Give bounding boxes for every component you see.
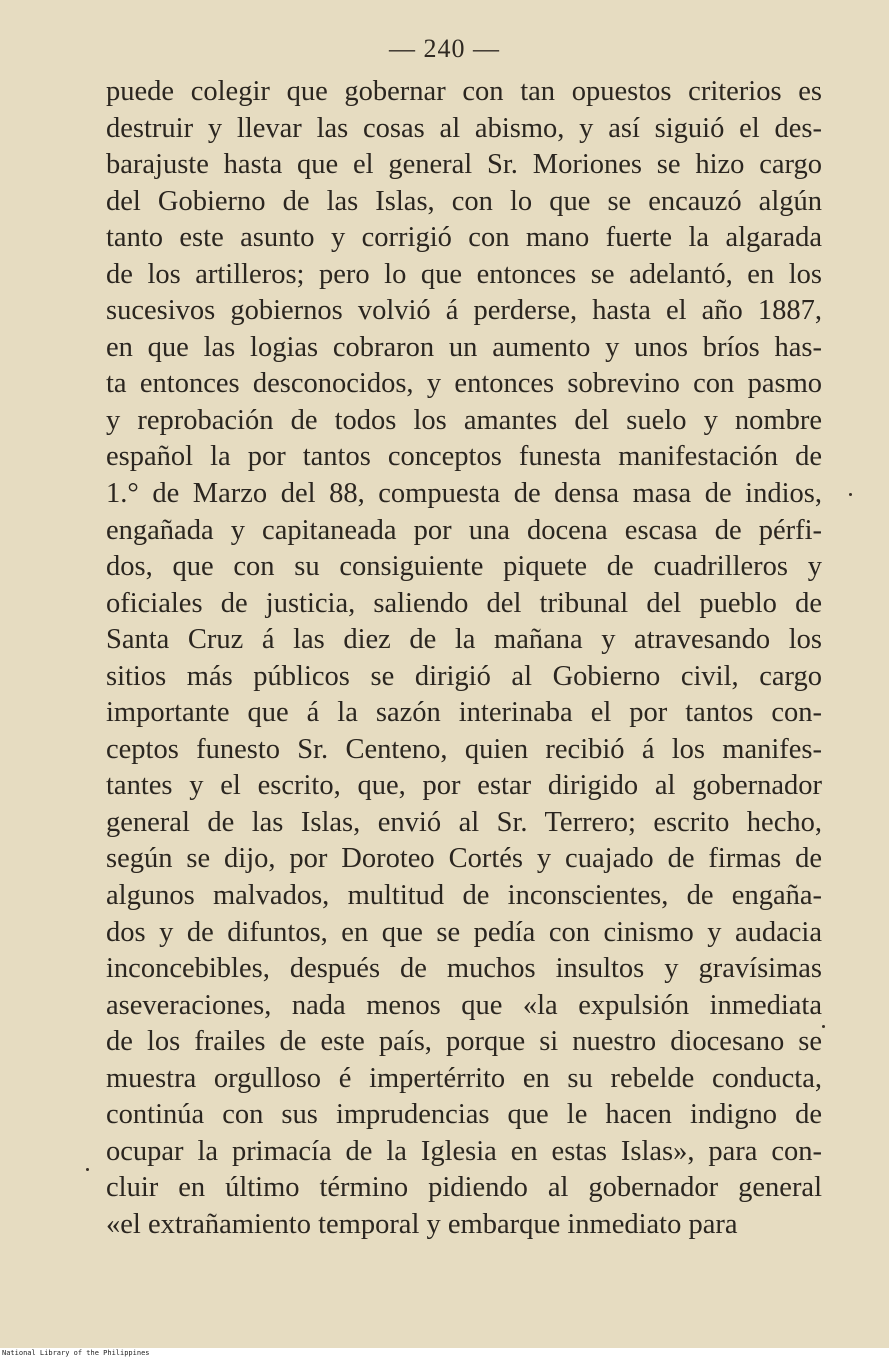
text-line: según se dijo, por Doroteo Cortés y cuajado de firmas de xyxy=(106,843,822,875)
footer-strip xyxy=(0,1349,889,1358)
text-line: ocupar la primacía de la Iglesia en estas Islas», para con- xyxy=(106,1135,822,1167)
text-line: «el extrañamiento temporal y embarque inmediato para xyxy=(106,1208,738,1240)
text-line: continúa con sus imprudencias que le hacen indigno de xyxy=(106,1099,822,1131)
text-line: de los frailes de este país, porque si nuestro diocesano se xyxy=(106,1026,822,1058)
ink-speck xyxy=(86,1168,89,1171)
text-line: cluir en último término pidiendo al gobernador general xyxy=(106,1172,822,1204)
page-number: — 240 — xyxy=(389,34,500,63)
text-line: dos, que con su consiguiente piquete de cuadrilleros y xyxy=(106,551,822,583)
text-line: importante que á la sazón interinaba el por tantos con- xyxy=(106,697,822,729)
text-line: ta entonces desconocidos, y entonces sobrevino con pasmo xyxy=(106,368,822,400)
text-line: aseveraciones, nada menos que «la expulsión inmediata xyxy=(106,989,822,1021)
text-line: del Gobierno de las Islas, con lo que se encauzó algún xyxy=(106,185,822,217)
text-line: ceptos funesto Sr. Centeno, quien recibió á los manifes- xyxy=(106,733,822,765)
text-line: destruir y llevar las cosas al abismo, y así siguió el des- xyxy=(106,112,822,144)
text-line: sucesivos gobiernos volvió á perderse, hasta el año 1887, xyxy=(106,295,822,327)
text-line: tantes y el escrito, que, por estar dirigido al gobernador xyxy=(106,770,822,802)
text-line: engañada y capitaneada por una docena escasa de pérfi- xyxy=(106,514,822,546)
library-credit: National Library of the Philippines xyxy=(2,1349,150,1357)
text-line: y reprobación de todos los amantes del suelo y nombre xyxy=(106,404,822,436)
text-line: dos y de difuntos, en que se pedía con cinismo y audacia xyxy=(106,916,822,948)
ink-speck xyxy=(849,493,852,496)
text-line: barajuste hasta que el general Sr. Moriones se hizo cargo xyxy=(106,149,822,181)
text-line: en que las logias cobraron un aumento y unos bríos has- xyxy=(106,331,822,363)
text-line: 1.° de Marzo del 88, compuesta de densa masa de indios, xyxy=(106,478,822,510)
body-text xyxy=(106,74,822,1244)
text-line: Santa Cruz á las diez de la mañana y atravesando los xyxy=(106,624,822,656)
text-line: tanto este asunto y corrigió con mano fuerte la algarada xyxy=(106,222,822,254)
text-line: general de las Islas, envió al Sr. Terrero; escrito hecho, xyxy=(106,806,822,838)
text-line: sitios más públicos se dirigió al Gobierno civil, cargo xyxy=(106,660,822,692)
ink-speck xyxy=(822,1025,825,1028)
text-line: oficiales de justicia, saliendo del tribunal del pueblo de xyxy=(106,587,822,619)
text-line: algunos malvados, multitud de inconscientes, de engaña- xyxy=(106,880,822,912)
text-line: muestra orgulloso é impertérrito en su rebelde conducta, xyxy=(106,1062,822,1094)
text-line: inconcebibles, después de muchos insultos y gravísimas xyxy=(106,953,822,985)
text-line: de los artilleros; pero lo que entonces se adelantó, en los xyxy=(106,258,822,290)
text-line: español la por tantos conceptos funesta manifestación de xyxy=(106,441,822,473)
text-line: puede colegir que gobernar con tan opuestos criterios es xyxy=(106,76,822,107)
